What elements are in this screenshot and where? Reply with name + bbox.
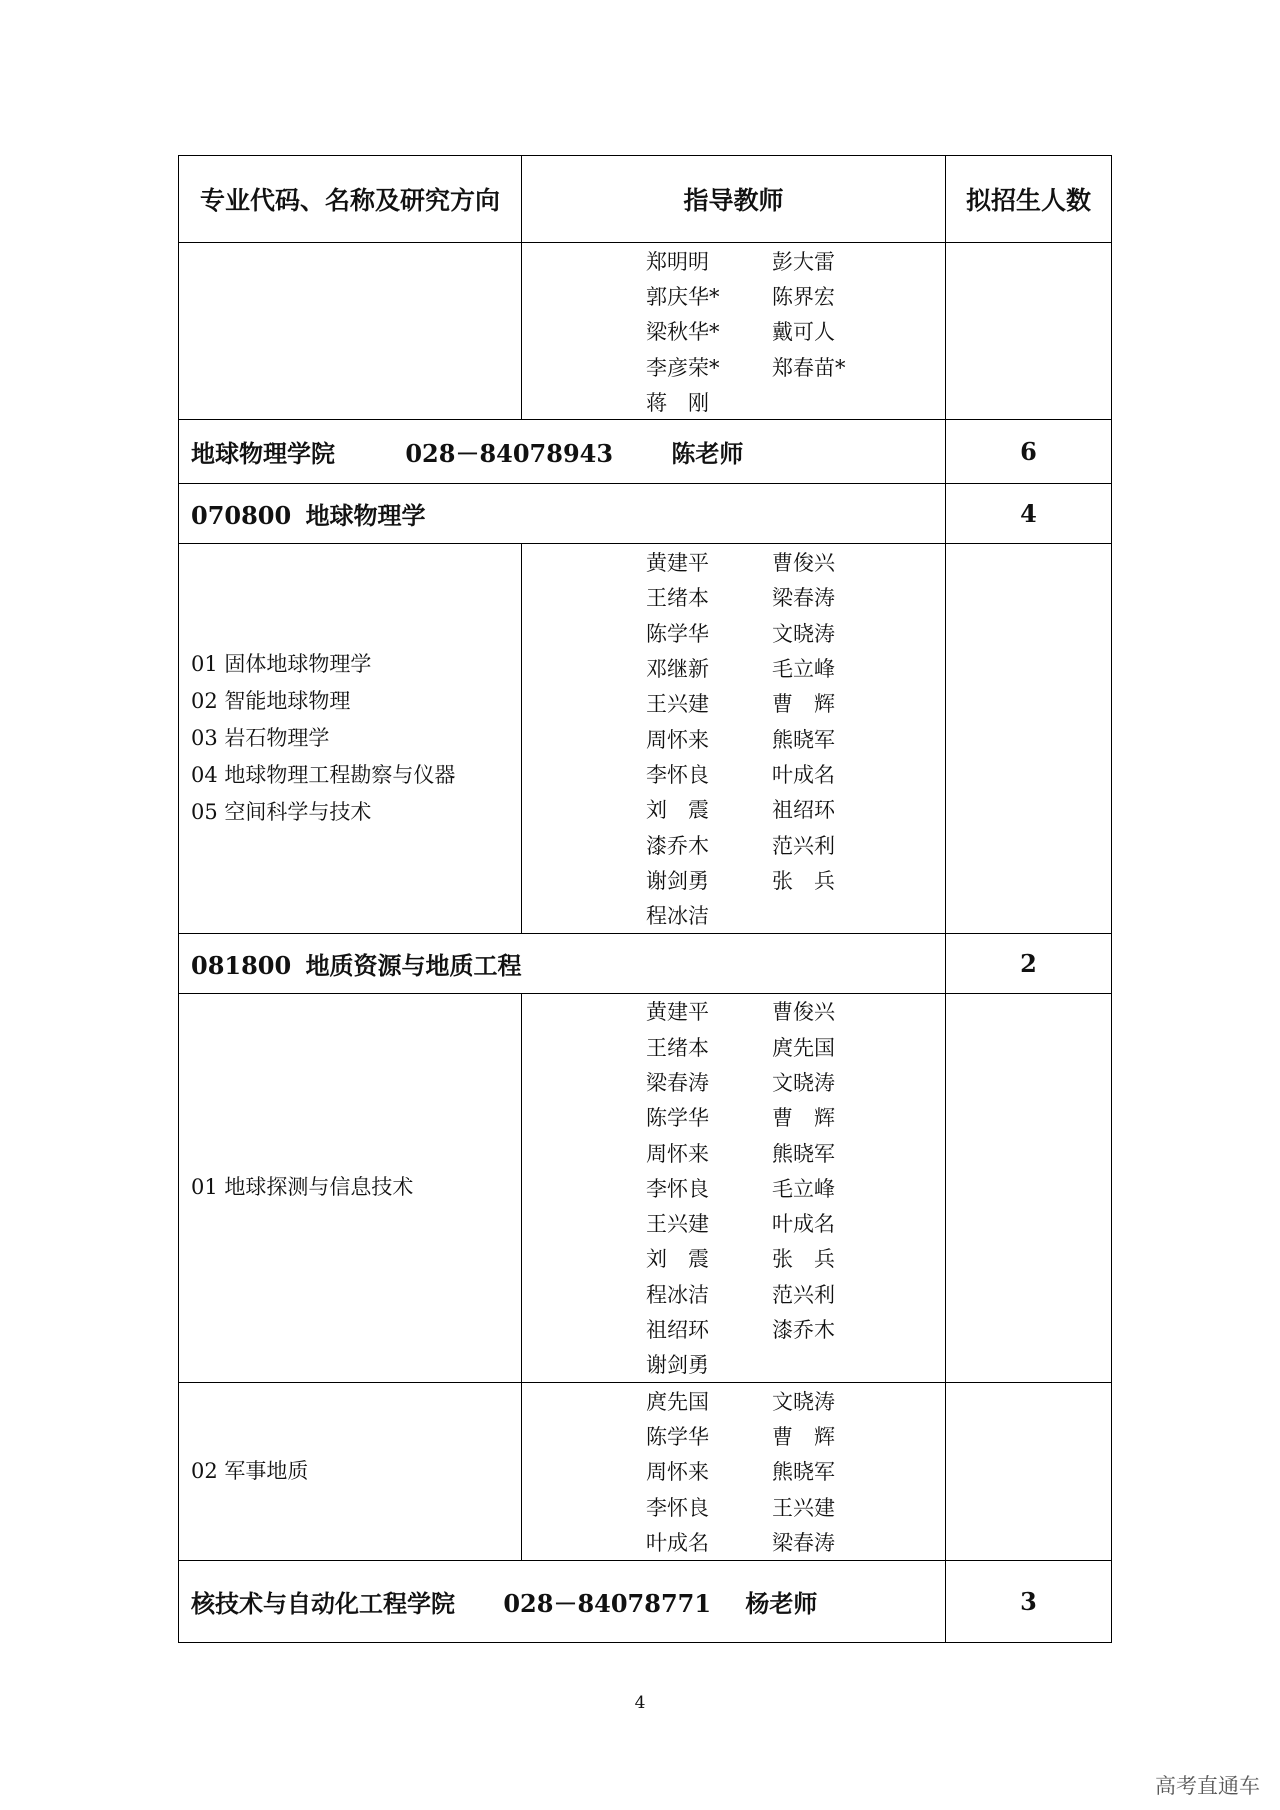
advisor-pair: [646, 1524, 945, 1559]
advisor-name: 李怀良: [646, 762, 709, 787]
advisor-name: 李彦荣*: [646, 355, 720, 380]
advisor-name: 毛立峰: [772, 657, 835, 682]
page-number: 4: [634, 1693, 646, 1713]
advisor-name: 周怀来: [646, 1460, 709, 1485]
major-row: [179, 484, 1112, 544]
advisor-name: 黄建平: [646, 1000, 709, 1025]
advisor-pair: [646, 1100, 945, 1135]
advisor-name: 王绪本: [646, 586, 709, 611]
major-name: 地质资源与地质工程: [305, 950, 522, 980]
advisor-name: 蒋 刚: [646, 390, 709, 415]
advisor-pair: [646, 580, 945, 615]
major-row: [179, 933, 1112, 993]
major-code: 081800: [191, 950, 292, 980]
advisor-name: 范兴利: [772, 1282, 835, 1307]
advisor-name: 王兴建: [772, 1495, 835, 1520]
advisor-name: 曹俊兴: [772, 1000, 835, 1025]
advisor-pair: [646, 1170, 945, 1205]
advisor-name: 李怀良: [646, 1176, 709, 1201]
advisor-name: 毛立峰: [772, 1176, 835, 1201]
advisor-pair: [646, 756, 945, 791]
advisor-pair: [646, 278, 945, 313]
advisor-list: [522, 544, 946, 933]
advisor-name: 周怀来: [646, 1141, 709, 1166]
watermark-text: 高考直通车: [1155, 1774, 1260, 1798]
major-quota: 4: [946, 484, 1112, 544]
advisor-pair: [646, 1276, 945, 1311]
advisor-pair: [646, 615, 945, 650]
advisor-name: 梁秋华*: [646, 320, 720, 345]
advisor-name: 陈学华: [646, 621, 709, 646]
college-quota: 3: [946, 1560, 1112, 1642]
header-row: [179, 156, 1112, 243]
directions-row: [179, 1383, 1112, 1560]
advisor-name: 邓继新: [646, 657, 709, 682]
header-quota: 拟招生人数: [946, 156, 1112, 243]
advisor-pair: [646, 686, 945, 721]
advisor-name: 王兴建: [646, 1212, 709, 1237]
advisor-name: 周怀来: [646, 727, 709, 752]
advisor-name: 谢剑勇: [646, 868, 709, 893]
advisor-name: 王绪本: [646, 1035, 709, 1060]
advisor-name: 梁春涛: [646, 1070, 709, 1095]
advisor-name: 彭大雷: [772, 249, 835, 274]
advisor-pair: [646, 1383, 945, 1418]
college-phone: 028－84078771: [503, 1588, 712, 1618]
advisor-name: 黄建平: [646, 551, 709, 576]
research-directions: [179, 544, 522, 933]
research-direction: 05 空间科学与技术: [191, 800, 372, 825]
college-name: 地球物理学院: [191, 439, 335, 469]
advisor-pair: [646, 349, 945, 384]
header-major: 专业代码、名称及研究方向: [179, 156, 522, 243]
research-direction: 03 岩石物理学: [191, 726, 330, 751]
advisor-name: 祖绍环: [646, 1318, 709, 1343]
advisor-pair: [646, 1029, 945, 1064]
advisor-name: 漆乔木: [772, 1318, 835, 1343]
advisor-name: 陈学华: [646, 1106, 709, 1131]
continuation-quota-cell: [946, 243, 1112, 420]
college-name: 核技术与自动化工程学院: [191, 1588, 455, 1618]
advisor-name: 范兴利: [772, 833, 835, 858]
advisor-name: 叶成名: [772, 762, 835, 787]
college-quota: 6: [946, 420, 1112, 484]
advisor-name: 戴可人: [772, 320, 835, 345]
advisor-name: 漆乔木: [646, 833, 709, 858]
advisor-pair: [646, 1241, 945, 1276]
advisor-name: 郭庆华*: [646, 284, 720, 309]
advisor-pair: [646, 897, 945, 932]
advisor-name: 曹 辉: [772, 1424, 835, 1449]
college-phone: 028－84078943: [405, 439, 614, 469]
directions-quota-cell: [946, 993, 1112, 1382]
advisor-pair: [646, 994, 945, 1029]
college-row: [179, 1560, 1112, 1642]
advisor-list: [522, 993, 946, 1382]
advisor-name: 文晓涛: [772, 621, 835, 646]
advisor-pair: [646, 1311, 945, 1346]
enrollment-table: [178, 155, 1112, 1643]
continuation-major-cell: [179, 243, 522, 420]
advisor-name: 文晓涛: [772, 1389, 835, 1414]
advisor-pair: [646, 1064, 945, 1099]
advisor-name: 梁春涛: [772, 1530, 835, 1555]
advisor-pair: [646, 544, 945, 579]
advisor-name: 李怀良: [646, 1495, 709, 1520]
advisor-name: 祖绍环: [772, 798, 835, 823]
advisor-name: 郑明明: [646, 249, 709, 274]
college-row: [179, 420, 1112, 484]
advisor-name: 程冰洁: [646, 1282, 709, 1307]
advisor-name: 刘 震: [646, 1247, 709, 1272]
advisor-name: 熊晓军: [772, 1460, 835, 1485]
advisor-pair: [646, 650, 945, 685]
research-direction: 01 固体地球物理学: [191, 652, 372, 677]
advisor-name: 程冰洁: [646, 904, 709, 929]
college-contact: 陈老师: [671, 439, 744, 469]
header-advisors: 指导教师: [522, 156, 946, 243]
advisor-pair: [646, 1135, 945, 1170]
advisor-name: 张 兵: [772, 868, 835, 893]
advisor-name: 庹先国: [772, 1035, 835, 1060]
continuation-row: [179, 243, 1112, 420]
advisor-name: 刘 震: [646, 798, 709, 823]
directions-quota-cell: [946, 1383, 1112, 1560]
advisor-name: 熊晓军: [772, 1141, 835, 1166]
major-name: 地球物理学: [305, 501, 426, 531]
major-quota: 2: [946, 933, 1112, 993]
advisor-name: 梁春涛: [772, 586, 835, 611]
research-direction: 01 地球探测与信息技术: [179, 993, 522, 1382]
advisor-name: 文晓涛: [772, 1070, 835, 1095]
advisor-name: 曹 辉: [772, 1106, 835, 1131]
advisor-pair: [646, 243, 945, 278]
research-direction: 02 智能地球物理: [191, 689, 351, 714]
advisor-pair: [646, 792, 945, 827]
advisor-name: 曹俊兴: [772, 551, 835, 576]
advisor-name: 郑春苗*: [772, 355, 846, 380]
advisor-name: 陈界宏: [772, 284, 835, 309]
advisor-pair: [646, 1206, 945, 1241]
advisor-pair: [646, 862, 945, 897]
advisor-pair: [646, 1489, 945, 1524]
advisor-name: 熊晓军: [772, 727, 835, 752]
directions-row: [179, 993, 1112, 1382]
directions-row: [179, 544, 1112, 933]
advisor-name: 王兴建: [646, 692, 709, 717]
research-direction: 04 地球物理工程勘察与仪器: [191, 763, 456, 788]
advisor-name: 陈学华: [646, 1424, 709, 1449]
advisor-name: 谢剑勇: [646, 1353, 709, 1378]
advisor-name: 叶成名: [772, 1212, 835, 1237]
advisor-list: [522, 1383, 946, 1560]
advisor-name: 曹 辉: [772, 692, 835, 717]
major-code: 070800: [191, 501, 292, 531]
advisor-pair: [646, 721, 945, 756]
advisor-pair: [646, 1347, 945, 1382]
advisor-name: 庹先国: [646, 1389, 709, 1414]
advisor-name: 张 兵: [772, 1247, 835, 1272]
college-contact: 杨老师: [745, 1588, 818, 1618]
advisor-pair: [646, 314, 945, 349]
advisor-list: [522, 243, 946, 420]
advisor-name: 叶成名: [646, 1530, 709, 1555]
research-direction: 02 军事地质: [179, 1383, 522, 1560]
advisor-pair: [646, 384, 945, 419]
advisor-pair: [646, 827, 945, 862]
directions-quota-cell: [946, 544, 1112, 933]
advisor-pair: [646, 1418, 945, 1453]
advisor-pair: [646, 1454, 945, 1489]
